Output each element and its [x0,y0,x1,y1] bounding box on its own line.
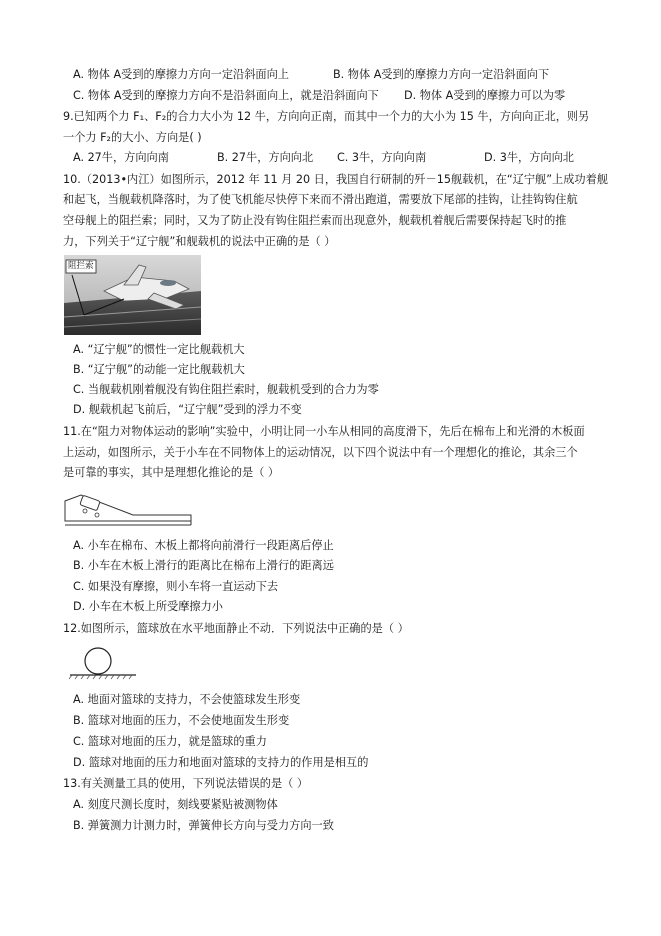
q9-text-line-1: 9.已知两个力 F₁、F₂的合力大小为 12 牛，方向向正南，而其中一个力的大小为 15 牛，方向向正北，则另 [63,110,590,123]
q13-option-a: A. 刻度尺测长度时，刻线要紧贴被测物体 [73,798,278,811]
q9-option-d: D. 3牛，方向向北 [484,151,574,164]
q12-option-d: D. 篮球对地面的压力和地面对篮球的支持力的作用是相互的 [73,756,369,769]
q8-option-d: D. 物体 A受到的摩擦力可以为零 [404,89,566,102]
q11-option-a: A. 小车在棉布、木板上都将向前滑行一段距离后停止 [73,539,334,552]
q12-option-c: C. 篮球对地面的压力，就是篮球的重力 [73,735,267,748]
q8-option-c: C. 物体 A受到的摩擦力方向不是沿斜面向上，就是沿斜面向下 [73,89,379,102]
basketball-figure [68,646,138,680]
q9-text-line-2: 一个力 F₂的大小、方向是( ) [63,131,202,144]
q8-option-a: A. 物体 A受到的摩擦力方向一定沿斜面向上 [73,68,289,81]
q11-option-b: B. 小车在木板上滑行的距离比在棉布上滑行的距离远 [73,559,334,572]
q10-text-line-1: 10.（2013•内江）如图所示，2012 年 11 月 20 日，我国自行研制的歼－15舰载机，在“辽宁舰”上成功着舰 [63,173,608,186]
q11-text-line-2: 上运动，如图所示，关于小车在不同物体上的运动情况，以下四个说法中有一个理想化的推论，其余三个 [63,446,578,459]
q10-option-b: B. “辽宁舰”的动能一定比舰载机大 [73,363,245,376]
q12-text-line-1: 12.如图所示，篮球放在水平地面静止不动．下列说法中正确的是（ ） [63,622,409,635]
q11-text-line-1: 11.在“阻力对物体运动的影响”实验中，小明让同一小车从相同的高度滑下，先后在棉布上和光滑的木板面 [63,425,585,438]
figure-label-arresting-cable: 阻拦索 [68,261,94,271]
q9-option-a: A. 27牛，方向向南 [73,151,169,164]
q10-text-line-3: 空母舰上的阻拦索；同时，又为了防止没有钩住阻拦索而出现意外，舰载机着舰后需要保持起飞时的推 [63,214,567,227]
q11-option-d: D. 小车在木板上所受摩擦力小 [73,600,223,613]
q10-option-a: A. “辽宁舰”的惯性一定比舰载机大 [73,343,245,356]
q11-option-c: C. 如果没有摩擦，则小车将一直运动下去 [73,580,279,593]
q10-option-d: D. 舰载机起飞前后，“辽宁舰”受到的浮力不变 [73,403,302,416]
ramp-board-figure [63,491,195,529]
q12-option-a: A. 地面对篮球的支持力，不会使篮球发生形变 [73,693,301,706]
q10-text-line-2: 和起飞，当舰载机降落时，为了使飞机能尽快停下来而不滑出跑道，需要放下尾部的挂钩，让挂钩钩住航 [63,193,578,206]
q13-option-b: B. 弹簧测力计测力时，弹簧伸长方向与受力方向一致 [73,819,334,832]
q11-text-line-3: 是可靠的事实，其中是理想化推论的是（ ） [63,466,280,479]
q9-option-b: B. 27牛，方向向北 [217,151,314,164]
q12-option-b: B. 篮球对地面的压力，不会使地面发生形变 [73,714,290,727]
q9-option-c: C. 3牛，方向向南 [337,151,427,164]
q10-option-c: C. 当舰载机刚着舰没有钩住阻拦索时，舰载机受到的合力为零 [73,383,379,396]
q13-text-line-1: 13.有关测量工具的使用，下列说法错误的是（ ） [63,777,309,790]
carrier-landing-photo [64,255,201,335]
q8-option-b: B. 物体 A受到的摩擦力方向一定沿斜面向下 [333,68,550,81]
q10-text-line-4: 力，下列关于“辽宁舰”和舰载机的说法中正确的是（ ） [63,235,336,248]
